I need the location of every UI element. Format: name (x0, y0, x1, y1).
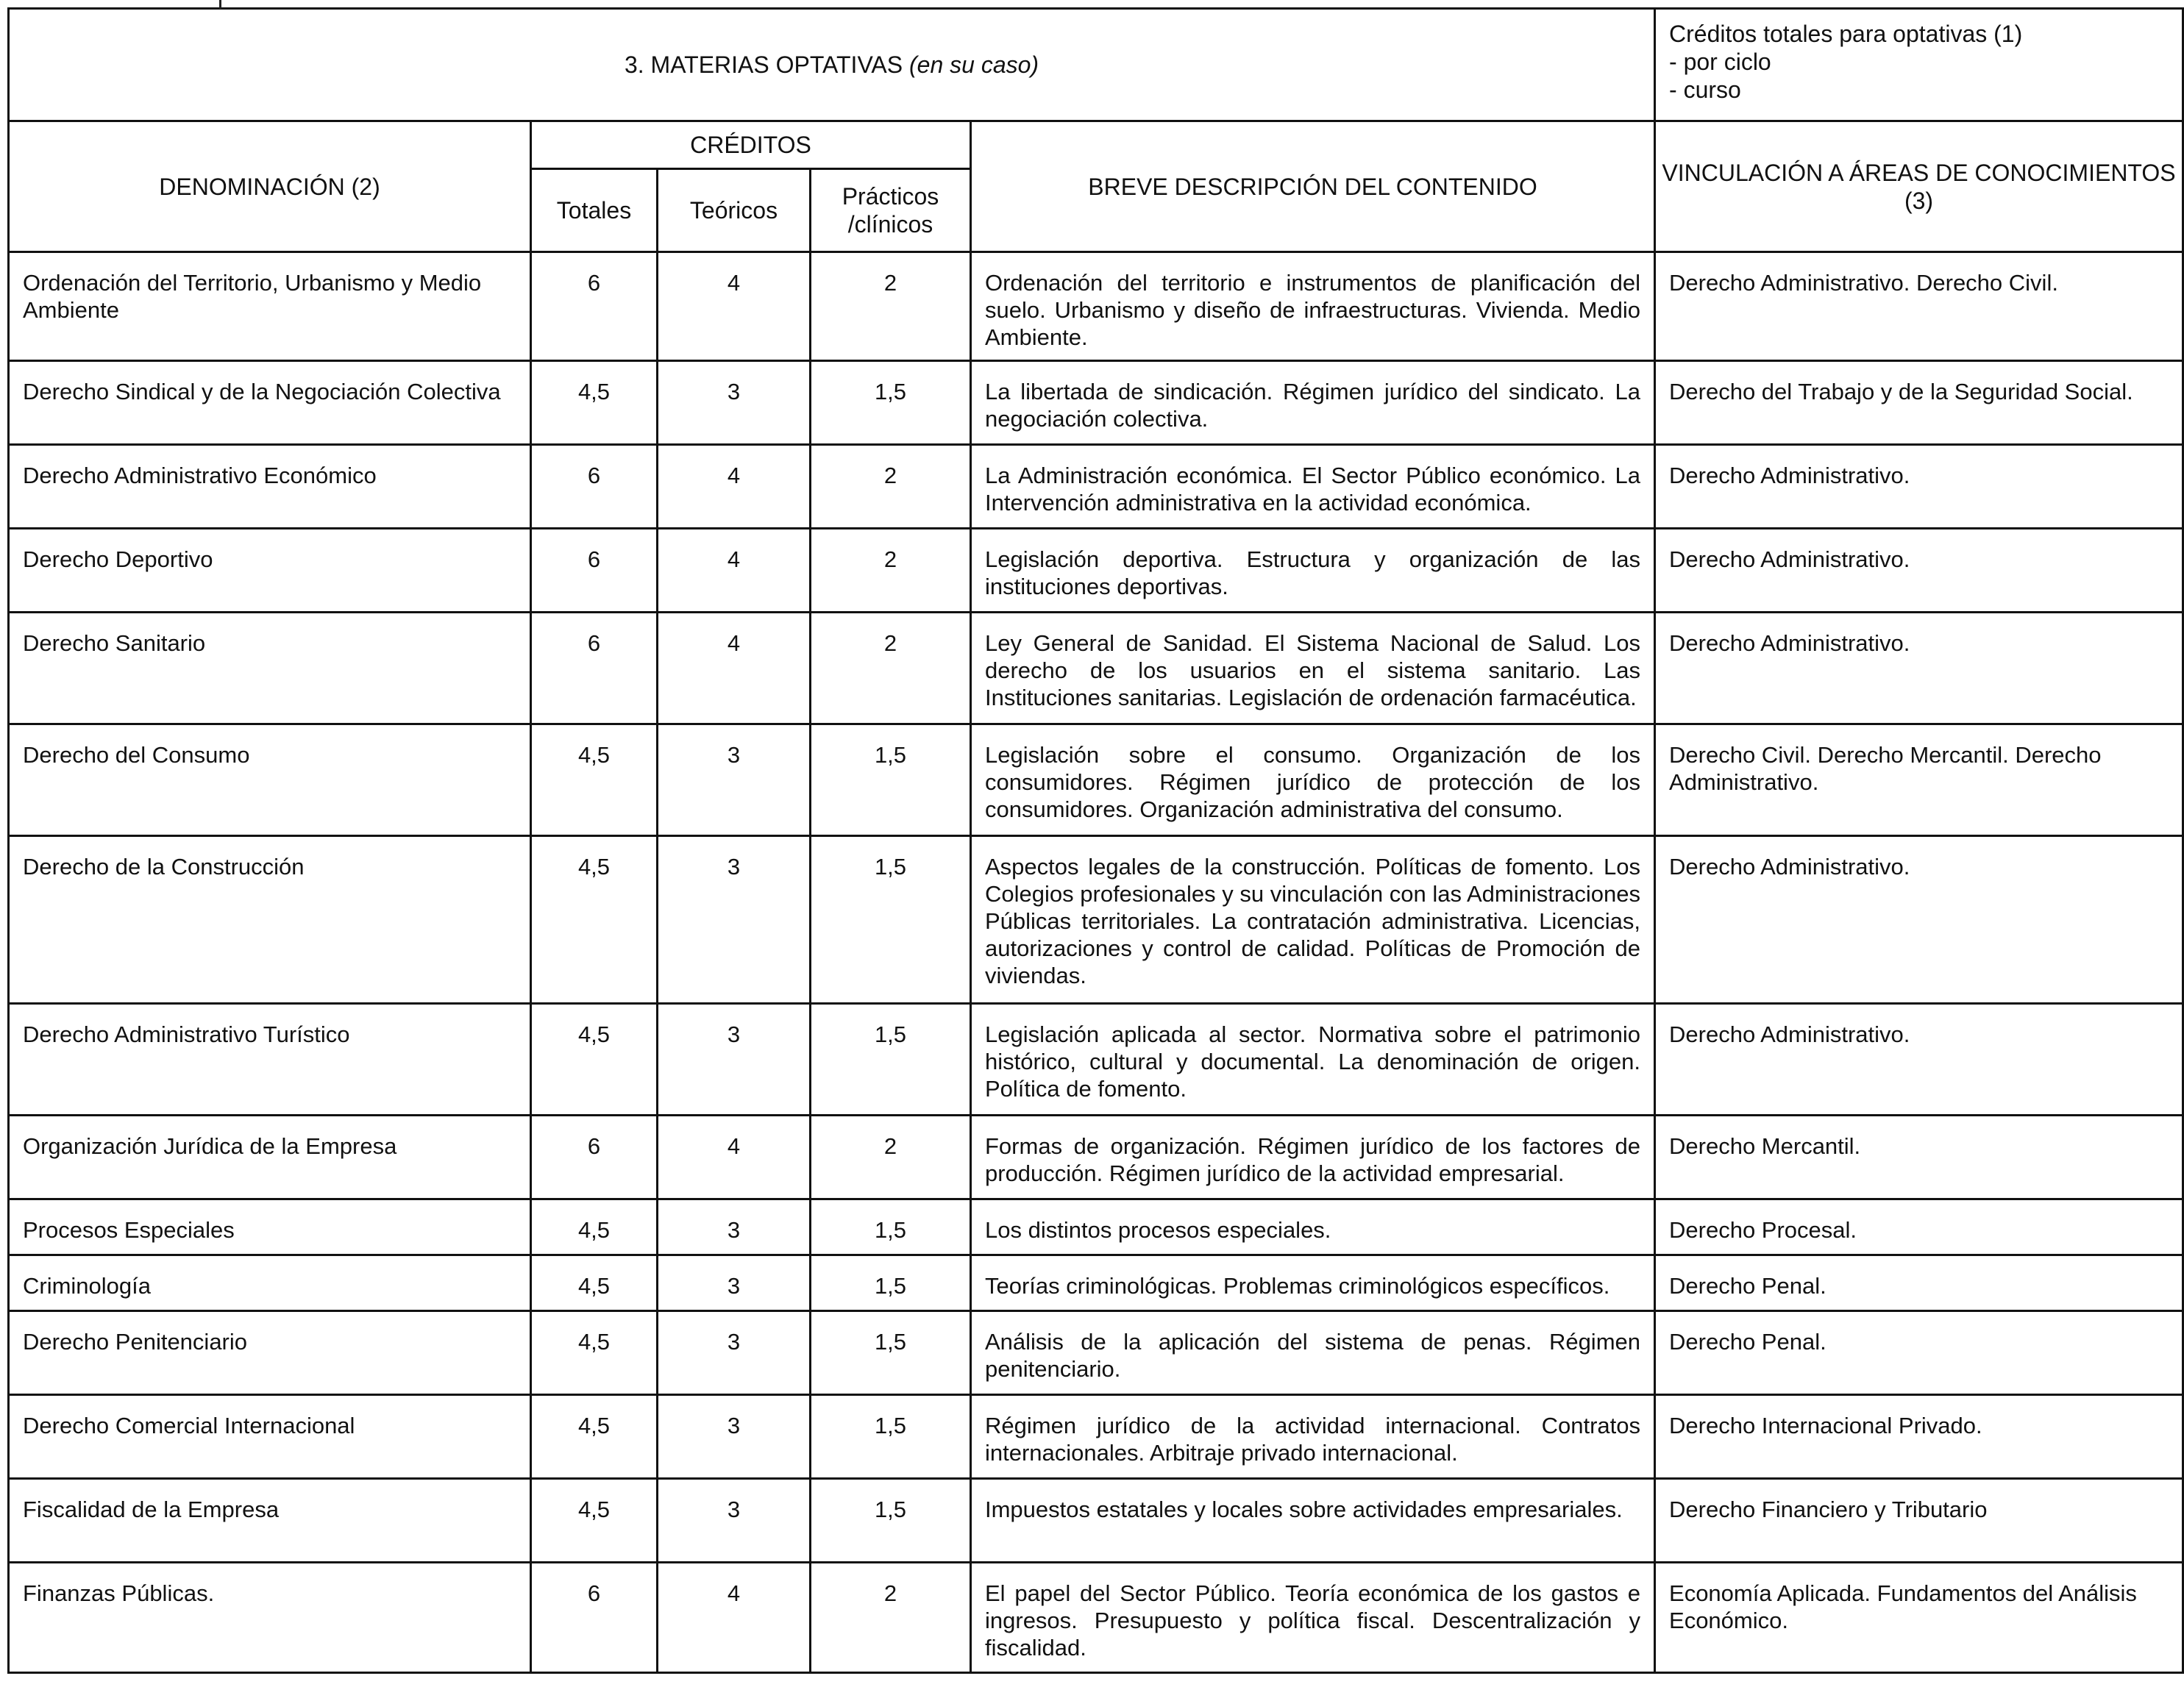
col-header-totales: Totales (531, 169, 658, 252)
content-description: Legislación deportiva. Estructura y organización de las instituciones deportivas. (971, 529, 1655, 613)
knowledge-area: Derecho Administrativo. (1655, 445, 2183, 529)
table-row (9, 724, 2183, 836)
table-row (9, 1255, 2183, 1311)
content-description: Legislación aplicada al sector. Normativa sobre el patrimonio histórico, cultural y documental. La denominación de origen. Política de fomento. (971, 1004, 1655, 1116)
credits-practice: 1,5 (811, 1479, 971, 1563)
content-description: Aspectos legales de la construcción. Políticas de fomento. Los Colegios profesionales y su vinculación con las Administraciones Públicas territoriales. La contratación administrativa. Licencias, autorizaciones y control de calidad. Políticas de Promoción de viviendas. (971, 836, 1655, 1004)
content-description: Análisis de la aplicación del sistema de penas. Régimen penitenciario. (971, 1311, 1655, 1395)
table-row (9, 1116, 2183, 1199)
table-body (9, 252, 2183, 1673)
section-title-text: 3. MATERIAS OPTATIVAS (624, 51, 903, 78)
knowledge-area: Derecho Penal. (1655, 1311, 2183, 1395)
content-description: Formas de organización. Régimen jurídico de los factores de producción. Régimen jurídico de la actividad empresarial. (971, 1116, 1655, 1199)
credits-practice: 2 (811, 1563, 971, 1673)
credits-total: 6 (531, 252, 658, 361)
content-description: Impuestos estatales y locales sobre actividades empresariales. (971, 1479, 1655, 1563)
content-description: Ordenación del territorio e instrumentos de planificación del suelo. Urbanismo y diseño de infraestructuras. Vivienda. Medio Ambiente. (971, 252, 1655, 361)
col-header-teoricos: Teóricos (658, 169, 811, 252)
credits-practice: 2 (811, 445, 971, 529)
knowledge-area: Economía Aplicada. Fundamentos del Análisis Económico. (1655, 1563, 2183, 1673)
content-description: Régimen jurídico de la actividad internacional. Contratos internacionales. Arbitraje privado internacional. (971, 1395, 1655, 1479)
subject-name: Derecho Sindical y de la Negociación Colectiva (9, 361, 531, 445)
knowledge-area: Derecho Mercantil. (1655, 1116, 2183, 1199)
credits-theory: 3 (658, 1199, 811, 1255)
credits-total: 4,5 (531, 1199, 658, 1255)
content-description: Teorías criminológicas. Problemas criminológicos específicos. (971, 1255, 1655, 1311)
subject-name: Derecho del Consumo (9, 724, 531, 836)
credits-theory: 3 (658, 1004, 811, 1116)
credits-theory: 3 (658, 724, 811, 836)
column-header-row (9, 121, 2183, 169)
credits-practice: 1,5 (811, 1311, 971, 1395)
subject-name: Criminología (9, 1255, 531, 1311)
credits-total: 6 (531, 445, 658, 529)
scan-mark (219, 0, 221, 9)
subject-name: Derecho Sanitario (9, 613, 531, 724)
credits-theory: 4 (658, 529, 811, 613)
subject-name: Organización Jurídica de la Empresa (9, 1116, 531, 1199)
subject-name: Derecho Administrativo Turístico (9, 1004, 531, 1116)
subject-name: Fiscalidad de la Empresa (9, 1479, 531, 1563)
col-header-creditos: CRÉDITOS (531, 121, 971, 169)
document-page (7, 7, 2182, 1674)
credits-total: 4,5 (531, 724, 658, 836)
credits-practice: 1,5 (811, 1395, 971, 1479)
table-row (9, 836, 2183, 1004)
table-row (9, 445, 2183, 529)
table-row (9, 252, 2183, 361)
col-header-practicos: Prácticos /clínicos (811, 169, 971, 252)
per-cycle-label: - por ciclo (1669, 49, 1771, 75)
credits-practice: 1,5 (811, 724, 971, 836)
credits-total: 6 (531, 1563, 658, 1673)
credits-total: 6 (531, 529, 658, 613)
knowledge-area: Derecho Administrativo. (1655, 529, 2183, 613)
table-row (9, 1395, 2183, 1479)
table-row (9, 361, 2183, 445)
content-description: Ley General de Sanidad. El Sistema Nacional de Salud. Los derecho de los usuarios en el sistema sanitario. Las Instituciones sanitarias. Legislación de ordenación farmacéutica. (971, 613, 1655, 724)
content-description: El papel del Sector Público. Teoría económica de los gastos e ingresos. Presupuesto y política fiscal. Descentralización y fiscalidad. (971, 1563, 1655, 1673)
col-header-descripcion: BREVE DESCRIPCIÓN DEL CONTENIDO (971, 121, 1655, 252)
table-row (9, 1479, 2183, 1563)
credits-practice: 2 (811, 1116, 971, 1199)
section-title (9, 9, 1655, 121)
knowledge-area: Derecho Penal. (1655, 1255, 2183, 1311)
knowledge-area: Derecho Internacional Privado. (1655, 1395, 2183, 1479)
subject-name: Finanzas Públicas. (9, 1563, 531, 1673)
credits-total: 4,5 (531, 836, 658, 1004)
credits-theory: 4 (658, 252, 811, 361)
subject-name: Derecho Administrativo Económico (9, 445, 531, 529)
subject-name: Derecho Comercial Internacional (9, 1395, 531, 1479)
credits-theory: 3 (658, 1395, 811, 1479)
credits-theory: 3 (658, 361, 811, 445)
knowledge-area: Derecho Procesal. (1655, 1199, 2183, 1255)
content-description: La libertada de sindicación. Régimen jurídico del sindicato. La negociación colectiva. (971, 361, 1655, 445)
knowledge-area: Derecho Administrativo. (1655, 613, 2183, 724)
credits-practice: 2 (811, 613, 971, 724)
per-course-label: - curso (1669, 76, 1741, 103)
credits-theory: 3 (658, 1311, 811, 1395)
col-header-denominacion: DENOMINACIÓN (2) (9, 121, 531, 252)
knowledge-area: Derecho Civil. Derecho Mercantil. Derecho Administrativo. (1655, 724, 2183, 836)
credits-total: 4,5 (531, 361, 658, 445)
subject-name: Procesos Especiales (9, 1199, 531, 1255)
content-description: Los distintos procesos especiales. (971, 1199, 1655, 1255)
credits-total: 6 (531, 1116, 658, 1199)
total-credits-box (1655, 9, 2183, 121)
total-credits-label: Créditos totales para optativas (1) (1669, 21, 2023, 47)
credits-total: 6 (531, 613, 658, 724)
credits-practice: 1,5 (811, 836, 971, 1004)
credits-total: 4,5 (531, 1395, 658, 1479)
subject-name: Ordenación del Territorio, Urbanismo y Medio Ambiente (9, 252, 531, 361)
table-row (9, 1563, 2183, 1673)
credits-practice: 1,5 (811, 1199, 971, 1255)
credits-practice: 1,5 (811, 361, 971, 445)
optativas-table (7, 7, 2184, 1674)
credits-theory: 3 (658, 1255, 811, 1311)
credits-practice: 1,5 (811, 1255, 971, 1311)
credits-total: 4,5 (531, 1004, 658, 1116)
credits-theory: 4 (658, 613, 811, 724)
section-title-suffix: (en su caso) (908, 51, 1039, 78)
credits-theory: 4 (658, 1116, 811, 1199)
subject-name: Derecho de la Construcción (9, 836, 531, 1004)
credits-total: 4,5 (531, 1311, 658, 1395)
subject-name: Derecho Deportivo (9, 529, 531, 613)
credits-theory: 4 (658, 1563, 811, 1673)
credits-practice: 1,5 (811, 1004, 971, 1116)
content-description: Legislación sobre el consumo. Organización de los consumidores. Régimen jurídico de protección de los consumidores. Organización administrativa del consumo. (971, 724, 1655, 836)
knowledge-area: Derecho Administrativo. (1655, 1004, 2183, 1116)
col-header-vinculacion: VINCULACIÓN A ÁREAS DE CONOCIMIENTOS (3) (1655, 121, 2183, 252)
knowledge-area: Derecho del Trabajo y de la Seguridad Social. (1655, 361, 2183, 445)
content-description: La Administración económica. El Sector Público económico. La Intervención administrativa en la actividad económica. (971, 445, 1655, 529)
title-row (9, 9, 2183, 121)
subject-name: Derecho Penitenciario (9, 1311, 531, 1395)
table-row (9, 613, 2183, 724)
credits-theory: 3 (658, 1479, 811, 1563)
credits-practice: 2 (811, 252, 971, 361)
table-row (9, 1004, 2183, 1116)
knowledge-area: Derecho Administrativo. Derecho Civil. (1655, 252, 2183, 361)
credits-practice: 2 (811, 529, 971, 613)
credits-total: 4,5 (531, 1479, 658, 1563)
credits-theory: 3 (658, 836, 811, 1004)
knowledge-area: Derecho Administrativo. (1655, 836, 2183, 1004)
table-row (9, 1311, 2183, 1395)
credits-theory: 4 (658, 445, 811, 529)
table-row (9, 1199, 2183, 1255)
table-row (9, 529, 2183, 613)
knowledge-area: Derecho Financiero y Tributario (1655, 1479, 2183, 1563)
credits-total: 4,5 (531, 1255, 658, 1311)
